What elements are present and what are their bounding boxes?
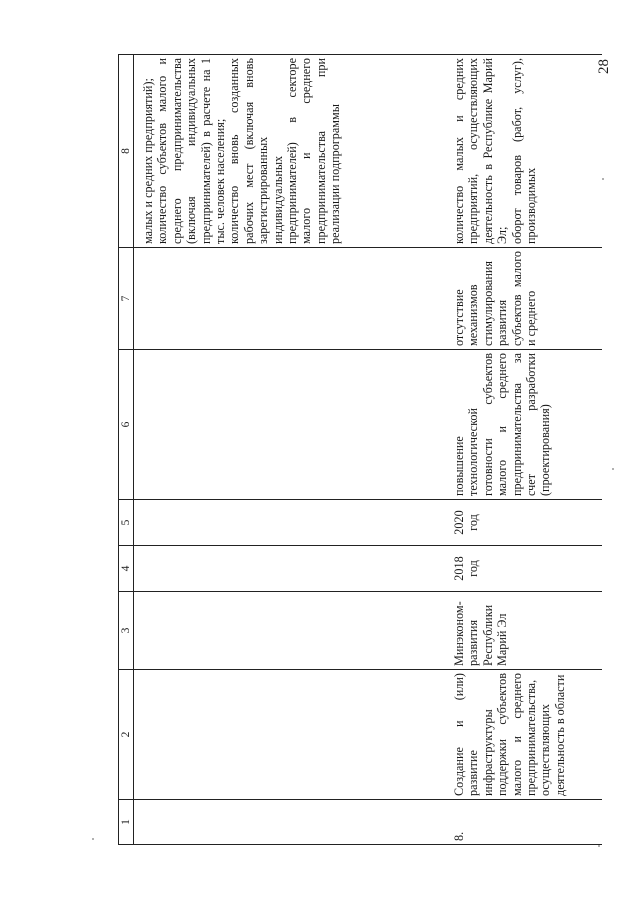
- cell-expected-result: повышение технологической готовности субъектов малого и среднего предпринимательства за счет разработки (проектирования): [436, 350, 602, 500]
- cell-empty: [134, 350, 437, 500]
- cell-row-number: 8.: [436, 800, 602, 845]
- cell-start-year: 2018 год: [436, 546, 602, 592]
- header-col-3: 3: [119, 592, 134, 670]
- header-col-6: 6: [119, 350, 134, 500]
- header-col-5: 5: [119, 500, 134, 546]
- scan-speck: [92, 838, 94, 840]
- cell-executor: Минэконом-развития Республики Марий Эл: [436, 592, 602, 670]
- program-table: [118, 54, 602, 845]
- header-col-8: 8: [119, 55, 134, 248]
- header-col-1: 1: [119, 800, 134, 845]
- scan-speck: [612, 468, 614, 470]
- header-col-4: 4: [119, 546, 134, 592]
- cell-event-name: Создание и (или) развитие инфраструктуры поддержки субъектов малого и среднего предпринимательства, осуществляющих деятельность в области: [436, 670, 602, 800]
- rotated-table-area: [118, 55, 618, 845]
- cell-indicators-continued: малых и средних предприятий); количество субъектов малого и среднего предпринимательства (включая индивидуальных предпринимателей) в расчете на 1 тыс. человек населения; количество вновь созданных рабочих мест (включая вновь зарегистрированных индивидуальных предпринимателей) в секторе малого и среднего предпринимательства при реализации подпрограммы: [134, 55, 437, 248]
- header-col-2: 2: [119, 670, 134, 800]
- scan-speck: [598, 845, 600, 847]
- table-row-8: [436, 55, 602, 845]
- cell-consequences: отсутствие механизмов стимулирования развития субъектов малого и среднего: [436, 248, 602, 350]
- page-number: 28: [596, 59, 612, 74]
- cell-empty: [134, 248, 437, 350]
- table-row-continued: [134, 55, 437, 845]
- header-row: [119, 55, 134, 845]
- header-col-7: 7: [119, 248, 134, 350]
- cell-indicators: количество малых и средних предприятий, осуществляющих деятельность в Республике Марий Эл; оборот товаров (работ, услуг), производимых: [436, 55, 602, 248]
- cell-empty: [134, 800, 437, 845]
- cell-end-year: 2020 год: [436, 500, 602, 546]
- scan-speck: [602, 178, 604, 180]
- cell-empty: [134, 592, 437, 670]
- cell-empty: [134, 546, 437, 592]
- cell-empty: [134, 500, 437, 546]
- cell-empty: [134, 670, 437, 800]
